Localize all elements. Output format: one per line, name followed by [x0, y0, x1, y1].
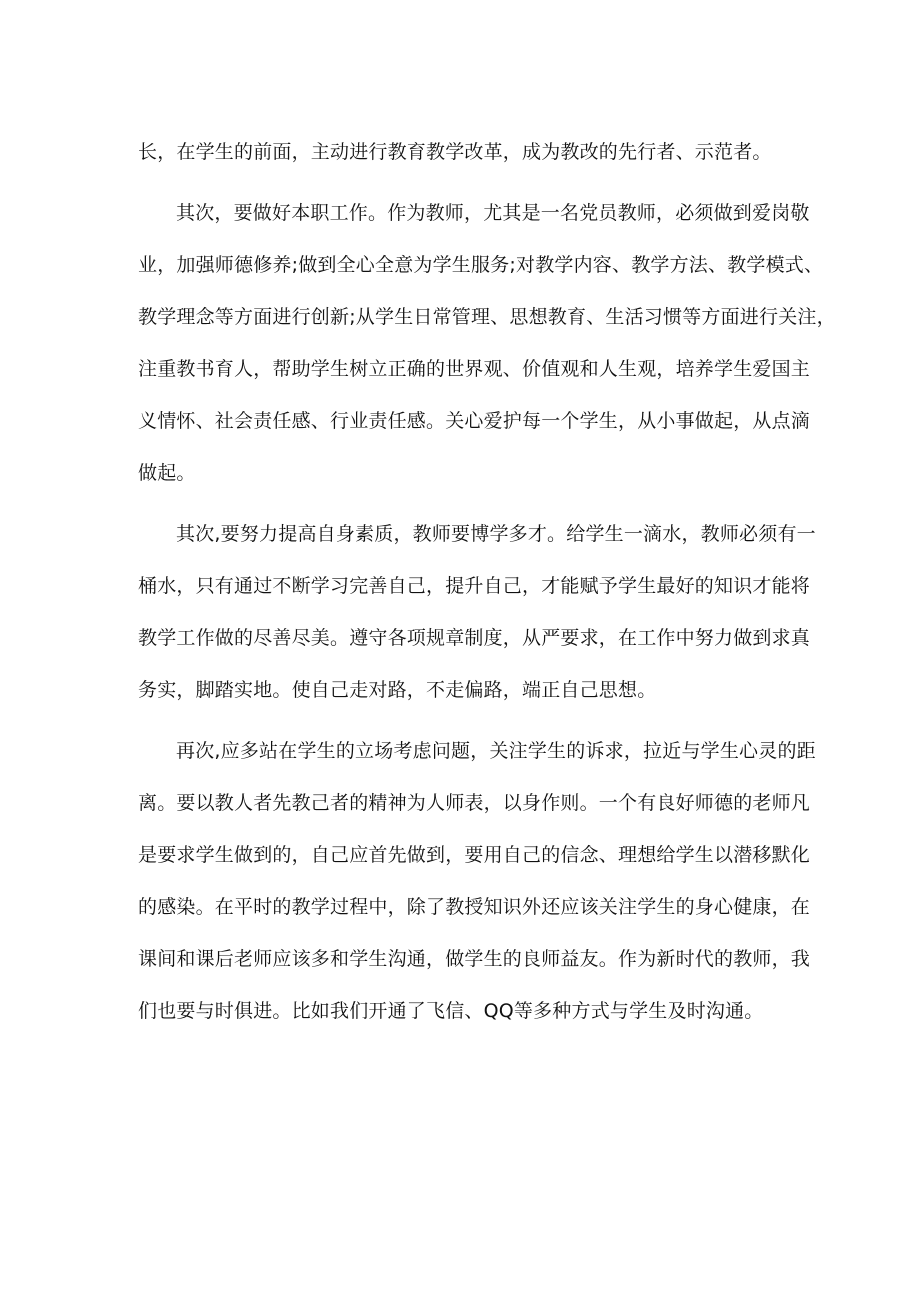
paragraph-2-line-4: 注重教书育人，帮助学生树立正确的世界观、价值观和人生观，培养学生爱国主	[138, 358, 811, 380]
paragraph-4-line-3: 是要求学生做到的，自己应首先做到，要用自己的信念、理想给学生以潜移默化	[138, 844, 811, 866]
paragraph-2-line-5: 义情怀、社会责任感、行业责任感。关心爱护每一个学生，从小事做起，从点滴	[138, 410, 811, 432]
paragraph-3-line-4: 务实，脚踏实地。使自己走对路，不走偏路，端正自己思想。	[138, 679, 657, 701]
paragraph-3-line-1: 其次,要努力提高自身素质，教师要博学多才。给学生一滴水，教师必须有一	[176, 523, 816, 545]
paragraph-2-line-3: 教学理念等方面进行创新;从学生日常管理、思想教育、生活习惯等方面进行关注，	[138, 306, 836, 328]
paragraph-4-line-1: 再次,应多站在学生的立场考虑问题，关注学生的诉求，拉近与学生心灵的距	[176, 740, 816, 762]
paragraph-4-line-6: 们也要与时俱进。比如我们开通了飞信、QQ等多种方式与学生及时沟通。	[138, 1000, 764, 1022]
paragraph-2-line-2: 业，加强师德修养;做到全心全意为学生服务;对教学内容、教学方法、教学模式、	[138, 254, 824, 276]
paragraph-3-line-3: 教学工作做的尽善尽美。遵守各项规章制度，从严要求，在工作中努力做到求真	[138, 627, 811, 649]
paragraph-1-line-1: 长，在学生的前面，主动进行教育教学改革，成为教改的先行者、示范者。	[138, 141, 772, 163]
paragraph-2-line-6: 做起。	[138, 462, 196, 484]
paragraph-4-line-5: 课间和课后老师应该多和学生沟通，做学生的良师益友。作为新时代的教师，我	[138, 948, 811, 970]
paragraph-3-line-2: 桶水，只有通过不断学习完善自己，提升自己，才能赋予学生最好的知识才能将	[138, 575, 811, 597]
paragraph-4-line-4: 的感染。在平时的教学过程中，除了教授知识外还应该关注学生的身心健康，在	[138, 896, 811, 918]
paragraph-2-line-1: 其次，要做好本职工作。作为教师，尤其是一名党员教师，必须做到爱岗敬	[176, 202, 810, 224]
paragraph-4-line-2: 离。要以教人者先教己者的精神为人师表，以身作则。一个有良好师德的老师凡	[138, 792, 811, 814]
